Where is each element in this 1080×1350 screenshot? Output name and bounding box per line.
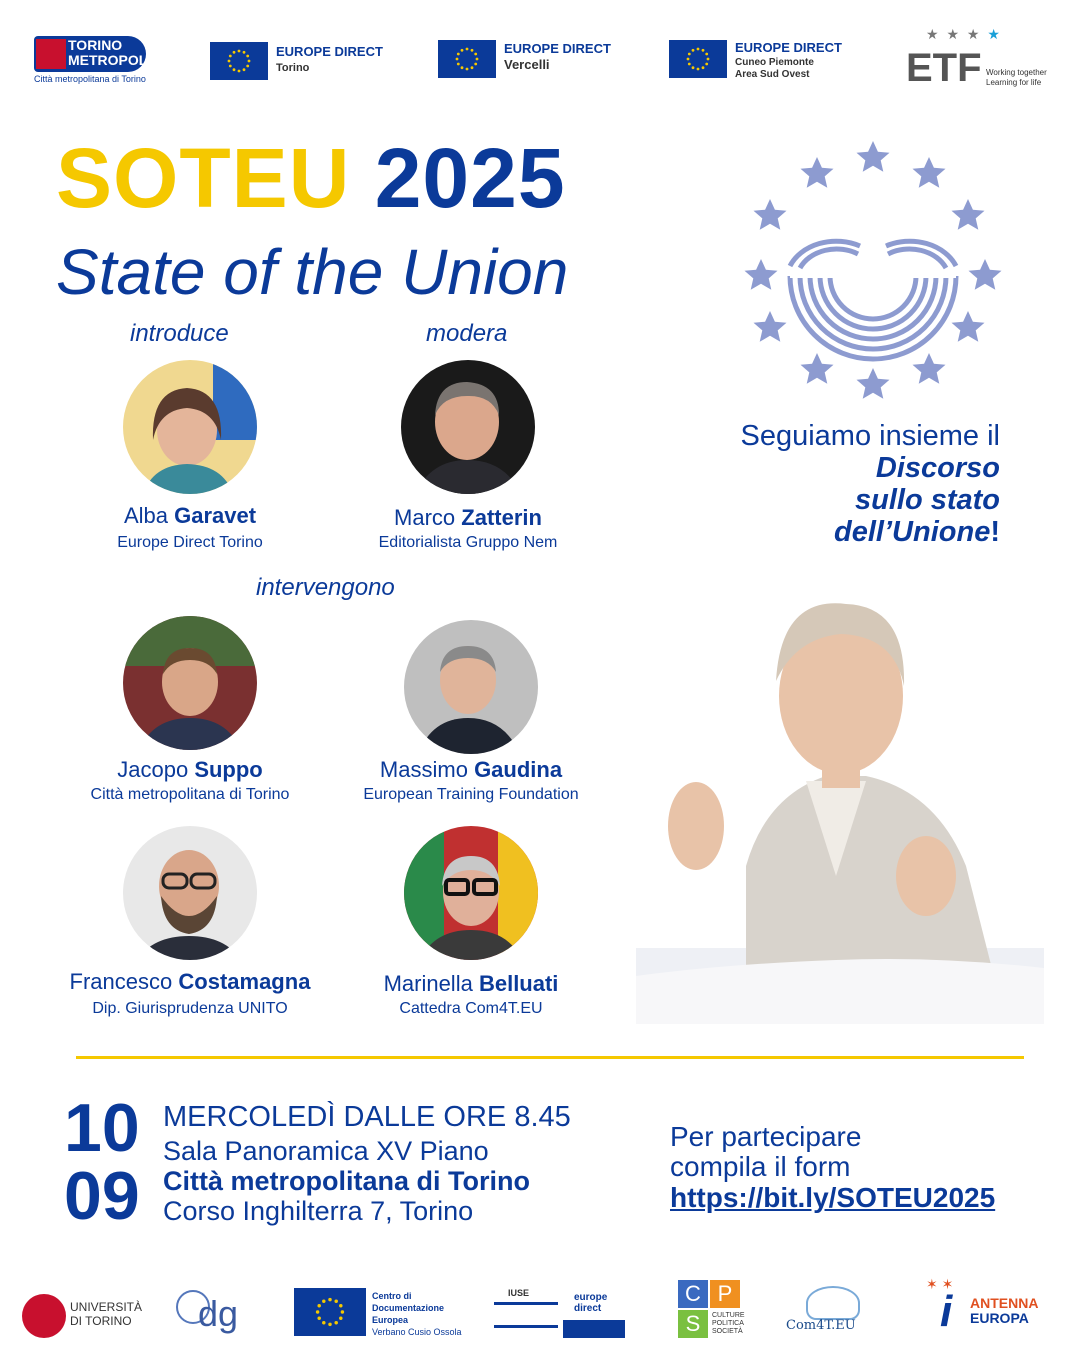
speaker-organization: European Training Foundation (363, 786, 579, 803)
speaker-organization: Europe Direct Torino (117, 534, 263, 551)
eu-flag-icon (294, 1288, 366, 1336)
speaker-name: Francesco Costamagna (69, 969, 311, 994)
etf-tagline: Working together (986, 68, 1047, 77)
speaker-photo-belluati (404, 826, 538, 960)
europe-direct-vercelli-logo: EUROPE DIRECT Vercelli (504, 41, 611, 72)
divider (76, 1056, 1024, 1059)
shield-icon (36, 39, 66, 69)
brain-icon (806, 1286, 860, 1320)
etf-logo (906, 26, 1056, 90)
event-address: Corso Inghilterra 7, Torino (163, 1196, 474, 1226)
book-icon (494, 1302, 558, 1328)
eu-flag-icon (210, 42, 268, 80)
logo-subtitle: Città metropolitana di Torino (34, 74, 146, 84)
role-label-intervengono: intervengono (256, 574, 395, 601)
event-room: Sala Panoramica XV Piano (163, 1136, 489, 1166)
etf-name: ETF (906, 46, 982, 90)
europe-direct-small-logo: europe direct (574, 1292, 608, 1314)
cta-text: compila il form (670, 1151, 851, 1182)
logo-text: METROPOLI (68, 52, 152, 68)
speaker-photo-costamagna (123, 826, 257, 960)
unito-logo: UNIVERSITÀ DI TORINO (70, 1300, 143, 1328)
europe-direct-cuneo-logo: EUROPE DIRECT Cuneo Piemonte Area Sud Ovest (735, 40, 842, 80)
unito-seal-icon (22, 1294, 66, 1338)
speaker-organization: Città metropolitana di Torino (90, 786, 290, 803)
antenna-europa-logo: ANTENNA EUROPA (970, 1295, 1039, 1326)
cta-text: Per partecipare (670, 1121, 862, 1152)
speaker-organization: Cattedra Com4T.EU (399, 1000, 543, 1017)
role-label-introduce: introduce (130, 320, 229, 347)
event-venue: Città metropolitana di Torino (163, 1166, 530, 1196)
speaker-name: Alba Garavet (123, 503, 257, 528)
event-day: 10 (64, 1090, 140, 1166)
iuse-logo: IUSE (508, 1288, 530, 1298)
speaker-photo-suppo (123, 616, 257, 750)
speaker-photo-gaudina (404, 620, 538, 754)
star-icon: ★ ★ ★ ★ (926, 26, 1002, 42)
speaker-name: Massimo Gaudina (379, 757, 563, 782)
cps-logo: C P S CULTURE POLITICA SOCIETÀ (678, 1280, 740, 1340)
eu-parliament-emblem-icon (730, 136, 1016, 408)
speaker-photo-zatterin (401, 360, 535, 494)
keynote-speaker-photo (636, 576, 1044, 1024)
page-title: SOTEU 2025 (56, 131, 566, 225)
info-i-icon: i (940, 1287, 953, 1336)
speaker-name: Marco Zatterin (394, 505, 542, 530)
speaker-organization: Dip. Giurisprudenza UNITO (92, 1000, 288, 1017)
com4t-logo: Com4T.EU (786, 1318, 856, 1333)
eu-flag-icon (669, 40, 727, 78)
logo-text: TORINO (68, 37, 123, 53)
speaker-organization: Editorialista Gruppo Nem (378, 534, 558, 551)
europe-direct-torino-logo: EUROPE DIRECT Torino (276, 44, 383, 74)
event-month: 09 (64, 1158, 140, 1234)
eu-flag-icon (438, 40, 496, 78)
speaker-name: Jacopo Suppo (117, 757, 263, 782)
event-datetime: MERCOLEDÌ DALLE ORE 8.45 (163, 1101, 571, 1133)
page-subtitle: State of the Union (56, 236, 569, 308)
torino-metropoli-logo (34, 36, 152, 72)
speaker-name: Marinella Belluati (383, 971, 559, 996)
dg-logo: dg (198, 1293, 239, 1334)
registration-link[interactable]: https://bit.ly/SOTEU2025 (670, 1182, 996, 1213)
role-label-modera: modera (426, 320, 508, 347)
follow-speech-text: Seguiamo insieme il Discorso sullo stato dell’Unione! (740, 420, 1000, 548)
etf-tagline: Learning for life (986, 78, 1042, 87)
sparkle-icon: ✶ ✶ (926, 1276, 954, 1292)
cde-badge (563, 1320, 625, 1338)
cde-logo: Centro di Documentazione Europea Verbano Cusio Ossola (372, 1291, 462, 1337)
speaker-photo-garavet (123, 360, 257, 494)
